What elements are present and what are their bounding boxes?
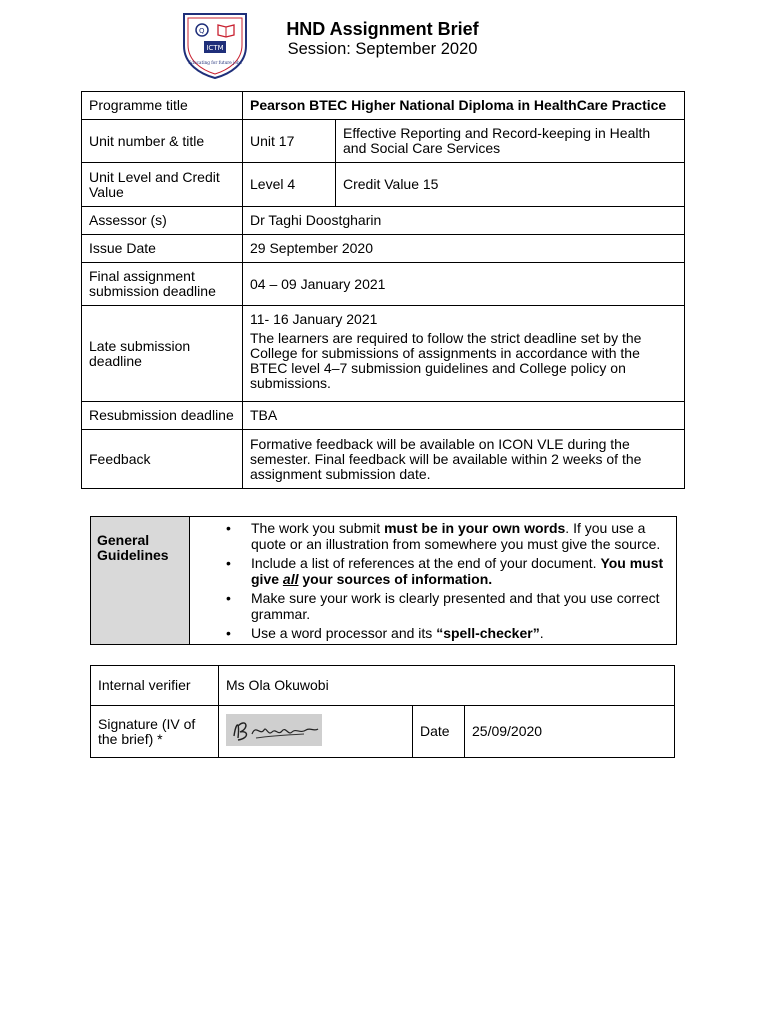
table-row	[82, 430, 685, 489]
list-item	[226, 590, 669, 622]
unit-number: Unit 17	[243, 120, 336, 163]
credit-value: Credit Value 15	[336, 163, 685, 207]
bullet: •	[226, 625, 231, 641]
guideline-emphasis: “spell-checker”	[436, 625, 540, 641]
assessor-label: Assessor (s)	[82, 207, 243, 235]
iv-label: Internal verifier	[91, 666, 219, 706]
guidelines-content	[190, 517, 677, 645]
guideline-emphasis: your sources of information.	[298, 571, 493, 587]
guideline-text: Make sure your work is clearly presented and that you use correct grammar.	[251, 590, 660, 622]
guidelines-list	[197, 520, 669, 641]
guideline-emphasis: You must give	[251, 555, 664, 587]
table-row	[91, 666, 675, 706]
table-row	[82, 120, 685, 163]
logo-text: ICTM	[206, 44, 224, 52]
table-row	[82, 92, 685, 120]
signature-label: Signature (IV of the brief) *	[91, 706, 219, 758]
late-deadline-cell	[243, 306, 685, 402]
svg-text:Q: Q	[199, 27, 205, 35]
guidelines-label: General Guidelines	[91, 517, 190, 645]
final-deadline-label: Final assignment submission deadline	[82, 263, 243, 306]
session-subtitle: Session: September 2020	[287, 40, 478, 58]
college-logo	[182, 12, 248, 80]
guideline-text: Use a word processor and its	[251, 625, 437, 641]
signature-cell	[219, 706, 413, 758]
internal-verifier-table	[90, 665, 675, 758]
date-label: Date	[413, 706, 465, 758]
guideline-emphasis: all	[282, 571, 299, 587]
feedback-label: Feedback	[82, 430, 243, 489]
final-deadline-value: 04 – 09 January 2021	[243, 263, 685, 306]
level-label: Unit Level and Credit Value	[82, 163, 243, 207]
bullet: •	[226, 555, 231, 571]
late-deadline-dates: 11- 16 January 2021	[250, 311, 378, 327]
resubmission-value: TBA	[243, 402, 685, 430]
table-row	[82, 402, 685, 430]
page-title: HND Assignment Brief	[286, 19, 479, 39]
general-guidelines-table	[90, 516, 677, 645]
programme-title-value: Pearson BTEC Higher National Diploma in HealthCare Practice	[243, 92, 685, 120]
guideline-emphasis: must be in your own words	[384, 520, 566, 536]
resubmission-label: Resubmission deadline	[82, 402, 243, 430]
late-deadline-label: Late submission deadline	[82, 306, 243, 402]
table-row	[82, 163, 685, 207]
bullet: •	[226, 590, 231, 606]
table-row	[91, 706, 675, 758]
table-row	[82, 207, 685, 235]
issue-date-value: 29 September 2020	[243, 235, 685, 263]
guideline-text: . If you use a quote or an illustration from somewhere you must give the source.	[251, 520, 661, 552]
feedback-value: Formative feedback will be available on ICON VLE during the semester. Final feedback will be available within 2 weeks of the assignment submission date.	[243, 430, 685, 489]
table-row	[82, 235, 685, 263]
issue-date-label: Issue Date	[82, 235, 243, 263]
signature-image	[226, 714, 322, 746]
guideline-text: The work you submit	[251, 520, 385, 536]
table-row	[82, 263, 685, 306]
assessor-value: Dr Taghi Doostgharin	[243, 207, 685, 235]
assignment-info-table	[81, 91, 685, 489]
list-item	[226, 520, 669, 552]
iv-name: Ms Ola Okuwobi	[219, 666, 675, 706]
logo-motto: Educating for future jobs	[188, 60, 242, 65]
bullet: •	[226, 520, 231, 536]
programme-title-label: Programme title	[82, 92, 243, 120]
unit-label: Unit number & title	[82, 120, 243, 163]
table-row	[82, 306, 685, 402]
guideline-text: .	[539, 625, 544, 641]
late-deadline-note: The learners are required to follow the strict deadline set by the College for submissions of assignments in accordance with the BTEC level 4–7 submission guidelines and College policy on submissions.	[250, 330, 642, 391]
unit-level: Level 4	[243, 163, 336, 207]
list-item	[226, 625, 669, 641]
date-value: 25/09/2020	[465, 706, 675, 758]
list-item	[226, 555, 669, 587]
unit-title: Effective Reporting and Record-keeping in Health and Social Care Services	[336, 120, 685, 163]
guideline-text: Include a list of references at the end of your document.	[251, 555, 601, 571]
